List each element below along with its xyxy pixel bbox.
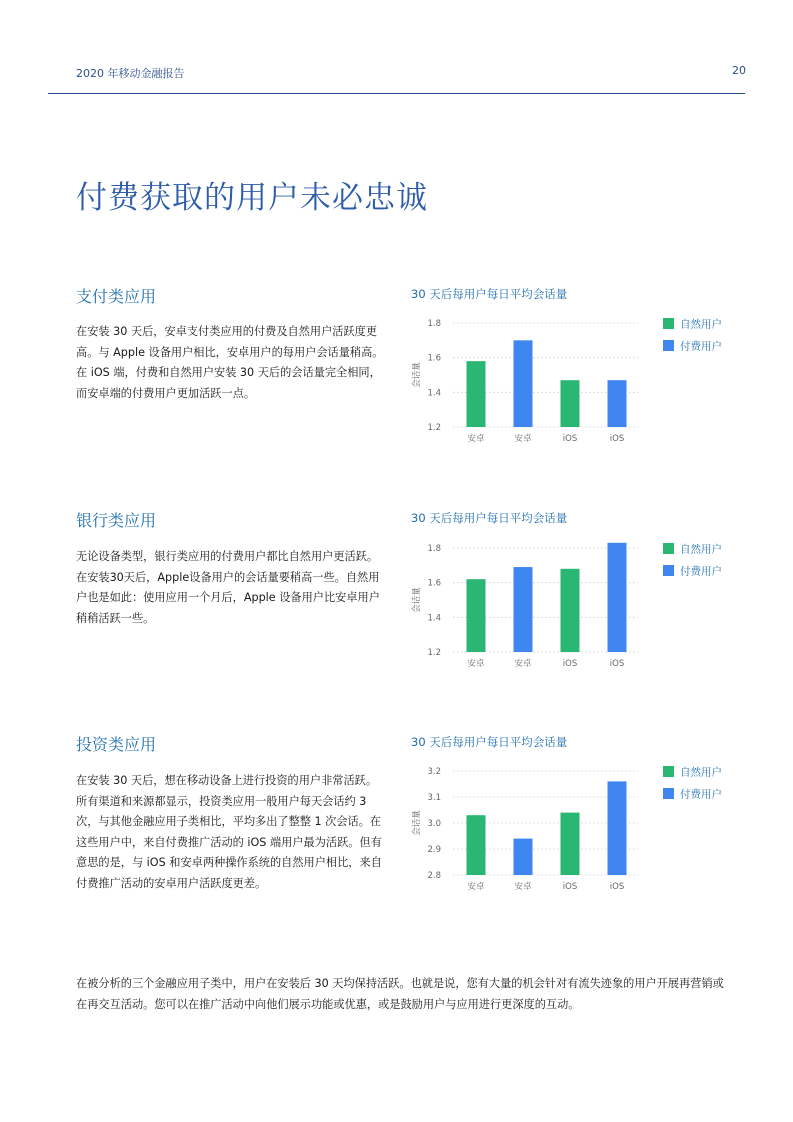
report-title: 2020 年移动金融报告 — [76, 67, 185, 80]
x-tick-label: iOS — [562, 659, 578, 669]
page-title: 付费获取的用户未必忠诚 — [76, 180, 428, 216]
y-tick-label: 1.4 — [427, 388, 441, 399]
section-body-banking: 无论设备类型，银行类应用的付费用户都比自然用户更活跃。在安装30天后，Apple设备用户的会话量要稍高一些。自然用户也是如此：使用应用一个月后，Apple 设备用户比安卓用户稍稍活跃一些。 — [76, 550, 380, 625]
bar — [514, 340, 533, 427]
section-title-payment: 支付类应用 — [76, 287, 157, 306]
bar — [608, 781, 627, 875]
y-tick-label: 1.2 — [427, 648, 441, 658]
legend-swatch — [663, 766, 674, 777]
summary-paragraph: 在被分析的三个金融应用子类中，用户在安装后 30 天均保持活跃。也就是说，您有大量的机会针对有流失迹象的用户开展再营销或在再交互活动。您可以在推广活动中向他们展示功能或优惠，或是鼓励用户与应用进行更深度的互动。 — [76, 977, 724, 1011]
chart-title-banking: 30 天后每用户每日平均会话量 — [411, 511, 568, 525]
x-tick-label: 安卓 — [467, 659, 485, 669]
y-tick-label: 1.2 — [427, 423, 441, 433]
x-tick-label: 安卓 — [514, 659, 532, 669]
bar — [608, 380, 627, 427]
legend-label: 付费用户 — [680, 788, 722, 801]
x-tick-label: 安卓 — [467, 434, 485, 444]
legend-label: 自然用户 — [680, 766, 722, 779]
page-number: 20 — [732, 64, 746, 77]
legend-label: 自然用户 — [680, 543, 722, 556]
payment-chart — [405, 305, 745, 450]
legend-label: 自然用户 — [680, 318, 722, 331]
y-axis-label: 会话量 — [412, 810, 422, 836]
y-tick-label: 1.8 — [427, 544, 441, 554]
y-tick-label: 3.1 — [427, 793, 441, 803]
legend-swatch — [663, 543, 674, 554]
bar — [608, 543, 627, 652]
legend-swatch — [663, 340, 674, 351]
bar — [514, 567, 533, 652]
bar — [561, 813, 580, 875]
legend-swatch — [663, 318, 674, 329]
legend-label: 付费用户 — [680, 340, 722, 353]
legend-swatch — [663, 788, 674, 799]
section-body-payment: 在安装 30 天后，安卓支付类应用的付费及自然用户活跃度更高。与 Apple 设备用户相比，安卓用户的每用户会话量稍高。在 iOS 端，付费和自然用户安装 30 天后的会话量完全相同，而安卓端的付费用户更加活跃一点。 — [76, 325, 384, 400]
chart-title-investment: 30 天后每用户每日平均会话量 — [411, 735, 568, 749]
y-tick-label: 2.9 — [427, 845, 441, 855]
banking-chart — [405, 530, 745, 675]
legend-label: 付费用户 — [680, 565, 722, 578]
x-tick-label: iOS — [562, 434, 578, 444]
y-tick-label: 1.6 — [427, 578, 441, 589]
x-tick-label: iOS — [609, 882, 625, 892]
x-tick-label: 安卓 — [514, 434, 532, 444]
header-divider — [48, 93, 745, 94]
x-tick-label: iOS — [609, 659, 625, 669]
x-tick-label: 安卓 — [467, 882, 485, 892]
y-axis-label: 会话量 — [412, 587, 422, 613]
x-tick-label: 安卓 — [514, 882, 532, 892]
bar — [514, 839, 533, 875]
chart-title-payment: 30 天后每用户每日平均会话量 — [411, 287, 568, 301]
y-tick-label: 3.2 — [427, 767, 441, 777]
y-axis-label: 会话量 — [412, 362, 422, 388]
section-title-banking: 银行类应用 — [76, 511, 157, 530]
investment-chart — [405, 753, 745, 898]
bar — [561, 569, 580, 652]
legend-swatch — [663, 565, 674, 576]
bar — [561, 380, 580, 427]
y-tick-label: 1.6 — [427, 353, 441, 364]
bar — [467, 361, 486, 427]
bar — [467, 815, 486, 875]
bar — [467, 579, 486, 652]
y-tick-label: 1.8 — [427, 319, 441, 329]
y-tick-label: 3.0 — [427, 819, 441, 829]
y-tick-label: 1.4 — [427, 613, 441, 624]
section-title-investment: 投资类应用 — [76, 735, 157, 754]
y-tick-label: 2.8 — [427, 871, 441, 881]
x-tick-label: iOS — [562, 882, 578, 892]
section-body-investment: 在安装 30 天后，想在移动设备上进行投资的用户非常活跃。所有渠道和来源都显示，投资类应用一般用户每天会话约 3 次，与其他金融应用子类相比，平均多出了整整 1 次会话。在这些用户中，来自付费推广活动的 iOS 端用户最为活跃。但有意思的是，与 iOS 和安卓两种操作系统的自然用户相比，来自付费推广活动的安卓用户活跃度更差。 — [76, 774, 382, 890]
x-tick-label: iOS — [609, 434, 625, 444]
